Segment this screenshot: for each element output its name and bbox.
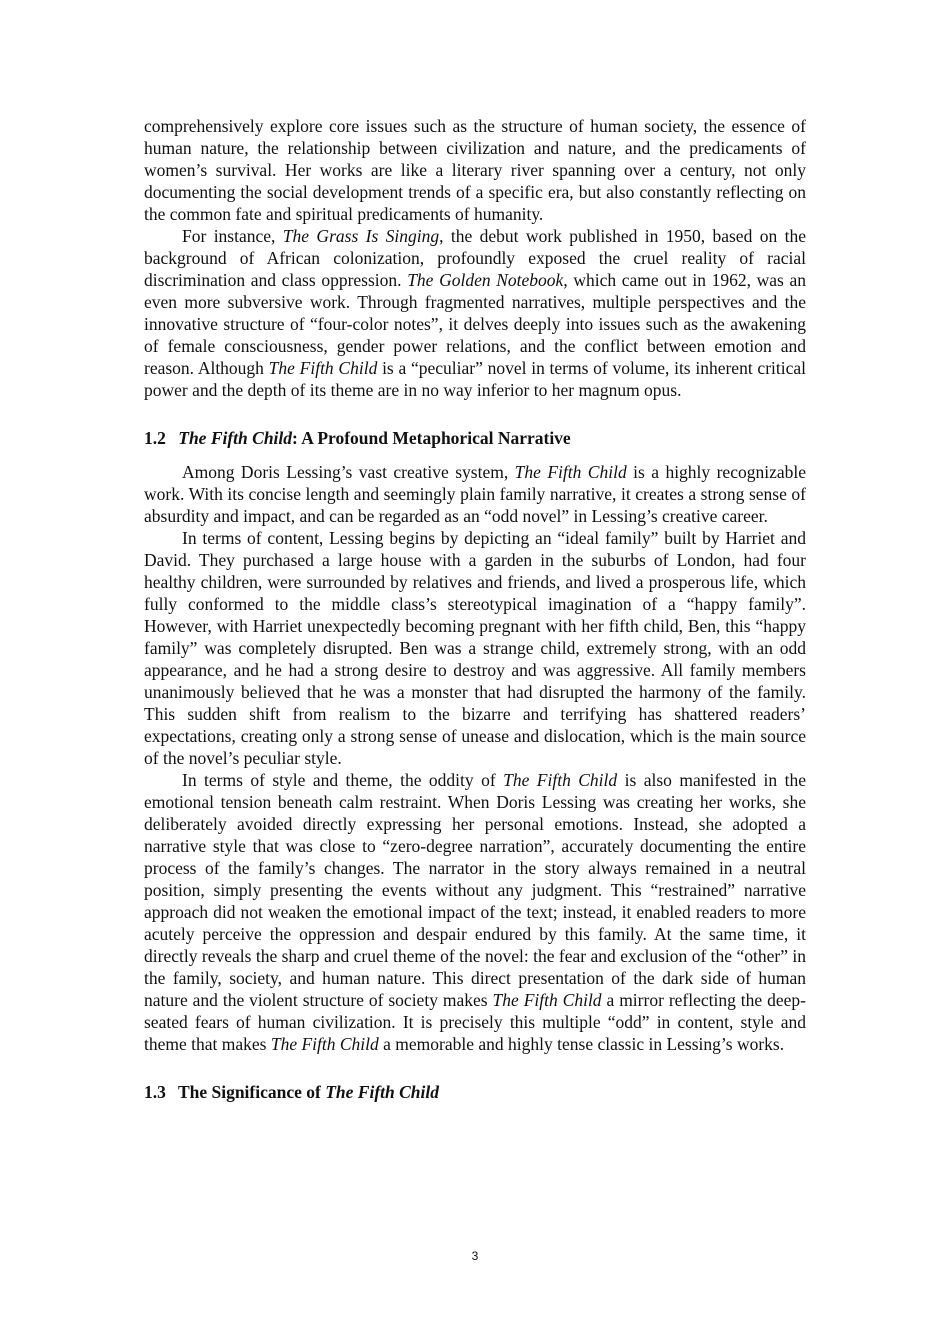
section-title-italic: The Fifth Child — [178, 428, 293, 448]
paragraph — [144, 225, 806, 401]
italic-title: The Fifth Child — [268, 358, 378, 378]
page-number: 3 — [471, 1249, 479, 1263]
italic-title: The Fifth Child — [514, 462, 627, 482]
text-run: is a “peculiar” novel in terms of volume, its inherent critical power and the depth of its theme are in no way inferior to her magnum opus. — [144, 358, 806, 400]
body-text-section-1-2 — [144, 461, 806, 1055]
paragraph — [144, 769, 806, 1055]
text-run: , the debut work published in 1950, based on the background of African colonization, profoundly exposed the cruel reality of racial discrimination and class oppression. — [144, 226, 806, 290]
text-run: is also manifested in the emotional tension beneath calm restraint. When Doris Lessing was creating her works, she deliberately avoided directly expressing her personal emotions. Instead, she adopted a narrative style that was close to “zero-degree narration”, accurately documenting the entire process of the family’s changes. The narrator in the story always remained in a neutral position, simply presenting the events without any judgment. This “restrained” narrative approach did not weaken the emotional impact of the text; instead, it enabled readers to more acutely perceive the oppression and despair endured by this family. At the same time, it directly reveals the sharp and cruel theme of the novel: the fear and exclusion of the “other” in the family, society, and human nature. This direct presentation of the dark side of human nature and the violent structure of society makes — [144, 770, 806, 1010]
text-run: comprehensively explore core issues such as the structure of human society, the essence of human nature, the relationship between civilization and nature, and the predicaments of women’s survival. Her works are like a literary river spanning over a century, not only documenting the social development trends of a specific era, but also constantly reflecting on the common fate and spiritual predicaments of humanity. — [144, 116, 806, 224]
section-title-rest: : A Profound Metaphorical Narrative — [292, 428, 571, 448]
italic-title: The Fifth Child — [503, 770, 618, 790]
italic-title: The Fifth Child — [270, 1034, 379, 1054]
italic-title: The Golden Notebook — [407, 270, 564, 290]
text-run: In terms of content, Lessing begins by depicting an “ideal family” built by Harriet and David. They purchased a large house with a garden in the suburbs of London, had four healthy children, were surrounded by relatives and friends, and lived a prosperous life, which fully conformed to the middle class’s stereotypical imagination of a “happy family”. However, with Harriet unexpectedly becoming pregnant with her fifth child, Ben, this “happy family” was completely disrupted. Ben was a strange child, extremely strong, with an odd appearance, and he had a strong desire to destroy and was aggressive. All family members unanimously believed that he was a monster that had disrupted the harmony of the family. This sudden shift from realism to the bizarre and terrifying has shattered readers’ expectations, creating only a strong sense of unease and dislocation, which is the main source of the novel’s peculiar style. — [144, 528, 806, 768]
text-run: For instance, — [182, 226, 283, 246]
italic-title: The Grass Is Singing — [282, 226, 440, 246]
section-number: 1.2 — [144, 428, 166, 448]
section-number: 1.3 — [144, 1082, 166, 1102]
paragraph — [144, 461, 806, 527]
section-heading-1-2 — [144, 427, 806, 449]
text-run: is a highly recognizable work. With its concise length and seemingly plain family narrative, it creates a strong sense of absurdity and impact, and can be regarded as an “odd novel” in Lessing’s creative career. — [144, 462, 806, 526]
section-title-italic: The Fifth Child — [325, 1082, 440, 1102]
text-run: In terms of style and theme, the oddity of — [182, 770, 504, 790]
document-page — [144, 115, 806, 1115]
text-run: , which came out in 1962, was an even more subversive work. Through fragmented narratives, multiple perspectives and the innovative structure of “four-color notes”, it delves deeply into issues such as the awakening of female consciousness, gender power relations, and the conflict between emotion and reason. Although — [144, 270, 807, 378]
text-run: a mirror reflecting the deep-seated fears of human civilization. It is precisely this multiple “odd” in content, style and theme that makes — [144, 990, 806, 1054]
section-heading-1-3 — [144, 1081, 806, 1103]
paragraph — [144, 115, 806, 225]
italic-title: The Fifth Child — [492, 990, 602, 1010]
text-run: a memorable and highly tense classic in Lessing’s works. — [378, 1034, 785, 1054]
body-text-top — [144, 115, 806, 401]
text-run: Among Doris Lessing’s vast creative system, — [182, 462, 515, 482]
section-title-rest: The Significance of — [177, 1082, 326, 1102]
paragraph — [144, 527, 806, 769]
